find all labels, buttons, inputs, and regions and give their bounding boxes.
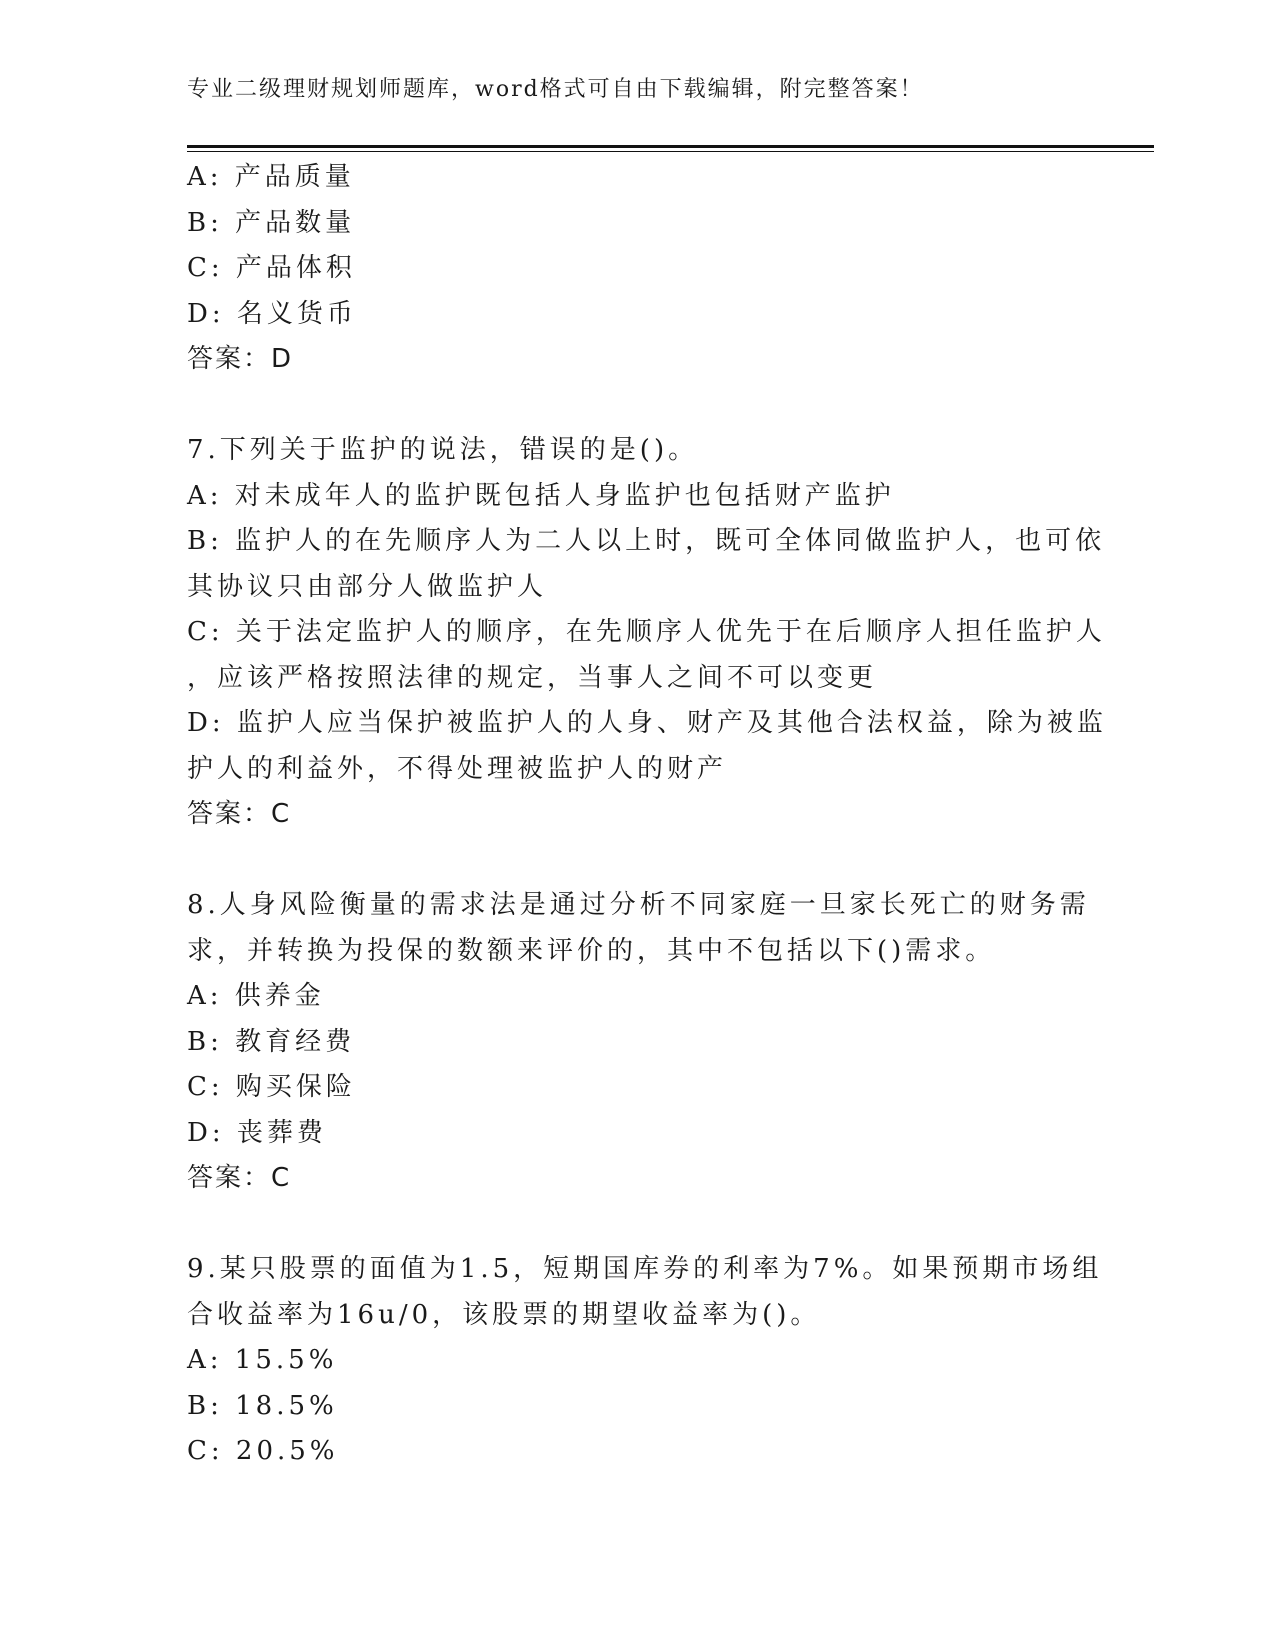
option-a: A: 15.5%	[187, 1345, 338, 1375]
option-c-continued: ，应该严格按照法律的规定，当事人之间不可以变更	[187, 662, 878, 693]
option-b: B: 监护人的在先顺序人为二人以上时，既可全体同做监护人，也可依	[187, 526, 1106, 556]
option-a: A: 供养金	[187, 981, 325, 1011]
option-b: B: 18.5%	[187, 1390, 338, 1421]
option-a: A: 对未成年人的监护既包括人身监护也包括财产监护	[187, 480, 895, 511]
answer-line: 答案：C	[187, 799, 292, 829]
spacer	[187, 838, 1087, 884]
question-7	[187, 428, 1107, 838]
question-stem-continued: 求，并转换为投保的数额来评价的，其中不包括以下()需求。	[187, 935, 996, 966]
answer-line: 答案：C	[187, 1163, 292, 1193]
header-divider-thin	[187, 151, 1154, 152]
option-c: C: 20.5%	[187, 1436, 339, 1466]
question-8	[187, 883, 1090, 1202]
question-9	[187, 1247, 1103, 1475]
answer-line: 答案：D	[187, 344, 294, 374]
option-b-continued: 其协议只由部分人做监护人	[187, 571, 548, 602]
spacer	[187, 1202, 1087, 1248]
question-stem: 8.人身风险衡量的需求法是通过分析不同家庭一旦家长死亡的财务需	[187, 890, 1090, 920]
question-stem: 7.下列关于监护的说法，错误的是()。	[187, 435, 699, 465]
option-d: D: 丧葬费	[187, 1117, 327, 1148]
option-c: C: 关于法定监护人的顺序，在先顺序人优先于在后顺序人担任监护人	[187, 617, 1106, 647]
page-header: 专业二级理财规划师题库，word格式可自由下载编辑，附完整答案！	[187, 77, 924, 102]
spacer	[187, 383, 1087, 429]
question-stem-continued: 合收益率为16u/0，该股票的期望收益率为()。	[187, 1299, 821, 1330]
question-content	[187, 155, 1107, 1475]
option-b: B: 教育经费	[187, 1026, 356, 1057]
option-c: C: 购买保险	[187, 1072, 356, 1102]
option-d-continued: 护人的利益外，不得处理被监护人的财产	[187, 753, 728, 784]
option-d: D: 名义货币	[187, 298, 357, 329]
option-c: C: 产品体积	[187, 253, 356, 283]
question-stem: 9.某只股票的面值为1.5，短期国库券的利率为7%。如果预期市场组	[187, 1254, 1103, 1284]
option-d: D: 监护人应当保护被监护人的人身、财产及其他合法权益，除为被监	[187, 708, 1107, 738]
question-6	[187, 155, 1087, 383]
option-b: B: 产品数量	[187, 207, 356, 238]
option-a: A: 产品质量	[187, 162, 355, 192]
header-divider-thick	[187, 145, 1154, 148]
